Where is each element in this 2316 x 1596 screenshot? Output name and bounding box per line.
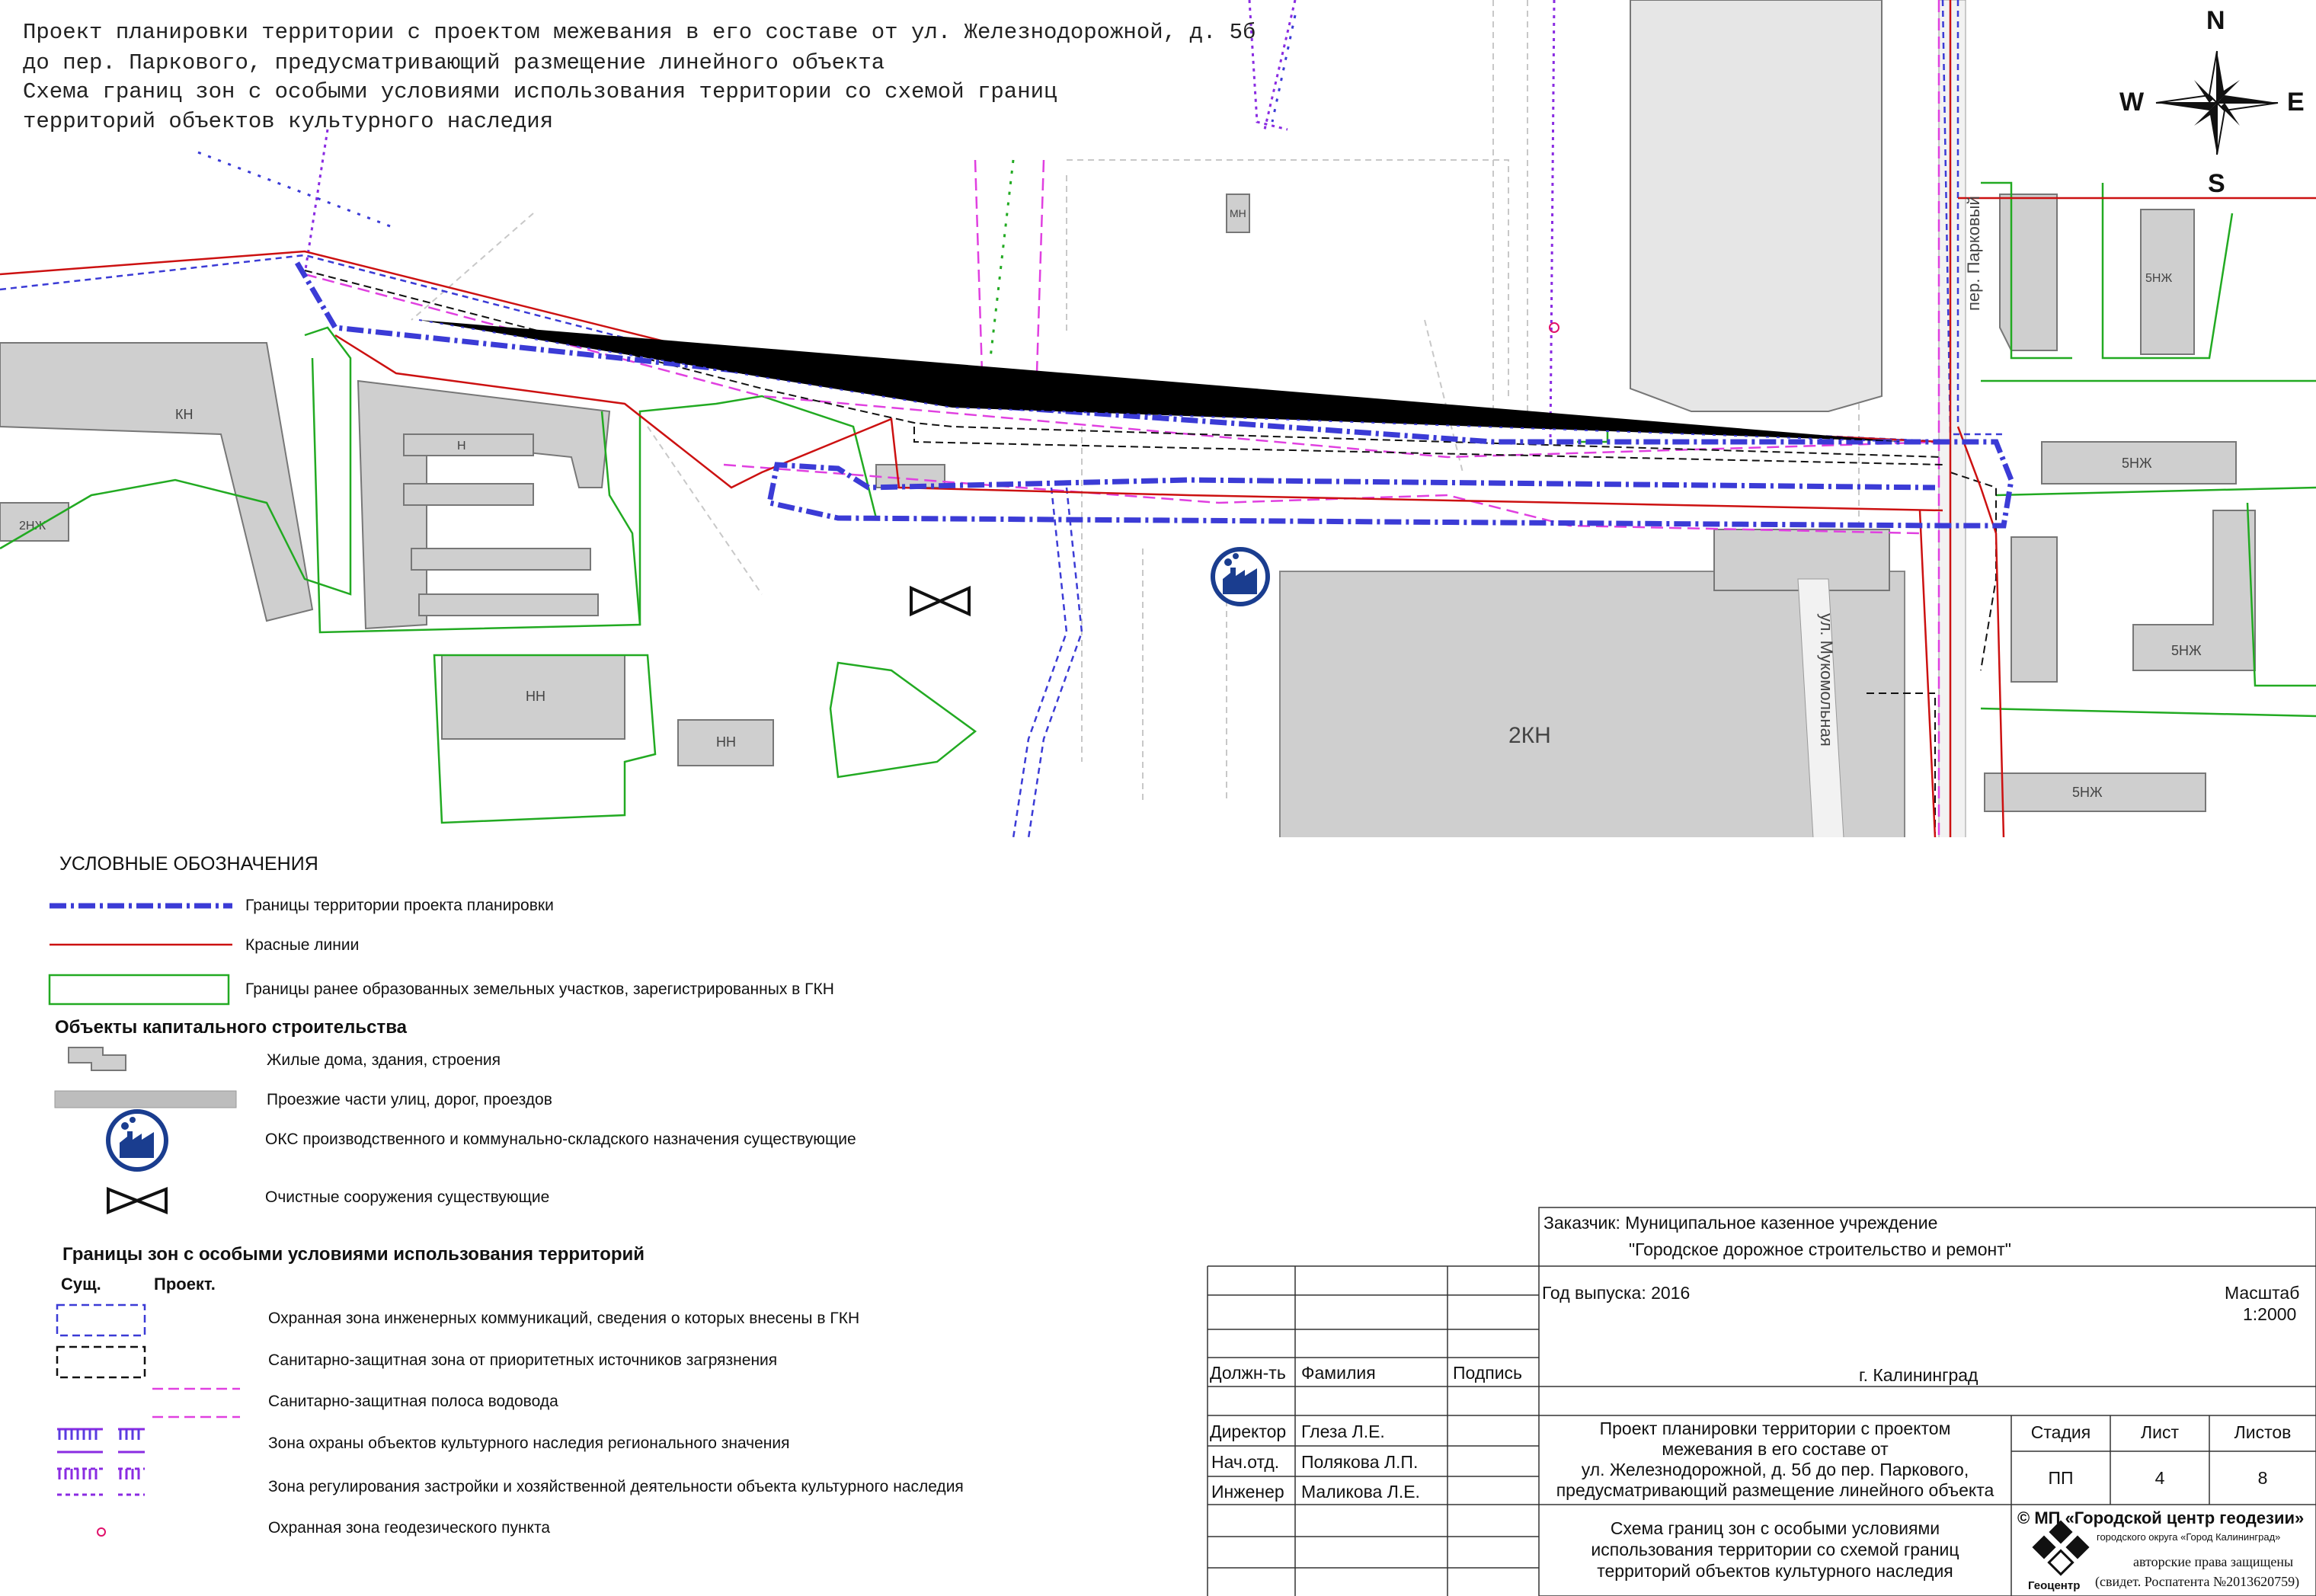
building-right-6-label: 5НЖ [2072,785,2103,800]
building-nn-2-label: НН [716,734,736,750]
title-line-4: территорий объектов культурного наследия [23,109,554,134]
street-parkovy-label: пер. Парковый [1964,196,1983,311]
legend-zones-title: Границы зон с особыми условиями использования территорий [62,1244,645,1265]
tb-copyright-1: авторские права защищены [2133,1554,2294,1569]
tb-staff-position-3: Инженер [1211,1482,1284,1502]
tb-customer-line1: Заказчик: Муниципальное казенное учреждение [1543,1213,1938,1233]
tb-staff-name-1: Глеза Л.Е. [1301,1422,1385,1441]
tb-logo-text: Геоцентр [2028,1579,2081,1592]
tb-project-name-4: предусматривающий размещение линейного объекта [1556,1480,1995,1500]
title-line-1: Проект планировки территории с проектом межевания в его составе от ул. Железнодорожной, д. 5б [23,20,1256,45]
treatment-plant-icon [911,588,969,614]
building-row-1 [404,434,533,456]
tb-copyright-2: (свидет. Роспатента №2013620759) [2095,1574,2300,1589]
tb-scale-value: 1:2000 [2243,1304,2297,1324]
legend-zone-item-heritage-regulation: Зона регулирования застройки и хозяйственной деятельности объекта культурного наследия [268,1478,964,1495]
building-nn-1-label: НН [526,689,545,704]
building-right-4 [2011,537,2057,682]
tb-stage: ПП [2048,1468,2074,1488]
geocentr-logo [2032,1520,2089,1574]
building-left-label: КН [175,407,194,422]
legend-zone-item-geodetic: Охранная зона геодезического пункта [268,1519,551,1537]
legend-capital-roads: Проезжие части улиц, дорог, проездов [267,1091,552,1108]
legend-zone-engineering [57,1305,145,1335]
building-row-2 [404,484,533,505]
tb-project-name-3: ул. Железнодорожной, д. 5б до пер. Паркового, [1581,1460,1969,1479]
building-right-1 [2000,194,2057,350]
street-mukomolnaya-label: ул. Мукомольная [1817,613,1836,747]
legend-item-boundary: Границы территории проекта планировки [245,897,554,914]
legend-capital-title: Объекты капитального строительства [55,1017,407,1038]
building-top-center [1630,0,1882,411]
building-row-4 [419,594,598,616]
tb-staff-name-2: Полякова Л.П. [1301,1452,1419,1472]
tb-customer-line2: "Городское дорожное строительство и ремонт" [1629,1239,2011,1259]
tb-org-sub: городского округа «Город Калининград» [2097,1531,2281,1543]
legend-col-existing: Сущ. [61,1275,101,1294]
compass-rose [2156,51,2278,155]
legend-zone-geodetic [98,1528,105,1536]
tb-drawing-name-2: использования территории со схемой границ [1591,1540,1959,1559]
tb-year: Год выпуска: 2016 [1542,1283,1691,1303]
legend-zone-heritage-regional [57,1429,145,1452]
building-2nzh-label: 2НЖ [19,520,46,533]
legend-symbol-building [69,1047,126,1070]
legend-zone-item-heritage-regional: Зона охраны объектов культурного наследия регионального значения [268,1434,790,1452]
tb-h-sheet: Лист [2141,1422,2179,1442]
building-right-3-label: 5НЖ [2122,456,2152,471]
legend-item-green: Границы ранее образованных земельных участков, зарегистрированных в ГКН [245,980,834,998]
legend-symbols [50,906,240,1536]
legend-symbol-treatment [108,1189,166,1212]
tb-h-position: Должн-ть [1210,1363,1286,1383]
tb-h-sign: Подпись [1453,1363,1523,1383]
title-line-2: до пер. Паркового, предусматривающий размещение линейного объекта [23,50,885,75]
tb-sheet: 4 [2154,1468,2165,1488]
legend-capital-treatment: Очистные сооружения существующие [265,1188,550,1206]
tb-h-name: Фамилия [1301,1363,1376,1383]
legend-item-red: Красные линии [245,936,360,954]
legend-title: УСЛОВНЫЕ ОБОЗНАЧЕНИЯ [59,853,318,875]
legend-zone-sanitary [57,1347,145,1377]
tb-project-name-1: Проект планировки территории с проектом [1599,1418,1951,1438]
tb-staff-position-2: Нач.отд. [1211,1452,1280,1472]
compass-e: E [2287,88,2305,117]
building-right-5-label: 5НЖ [2171,643,2202,658]
title-line-3: Схема границ зон с особыми условиями использования территории со схемой границ [23,79,1057,104]
legend-col-project: Проект. [154,1275,216,1294]
industrial-icon [1213,549,1268,604]
tb-h-sheets: Листов [2234,1422,2292,1442]
building-left-l [0,343,312,621]
tb-project-name-2: межевания в его составе от [1662,1439,1889,1459]
tb-sheets: 8 [2257,1468,2268,1488]
tb-h-stage: Стадия [2030,1422,2091,1442]
legend-zone-item-water: Санитарно-защитная полоса водовода [268,1393,558,1410]
legend-capital-industrial: ОКС производственного и коммунально-складского назначения существующие [265,1131,856,1148]
legend-symbol-road [55,1091,236,1108]
compass-n: N [2206,6,2225,35]
tb-drawing-name-3: территорий объектов культурного наследия [1597,1561,1953,1581]
compass-s: S [2208,169,2225,198]
legend-symbol-green [50,975,229,1004]
legend-capital-buildings: Жилые дома, здания, строения [267,1051,501,1069]
tb-org-name: © МП «Городской центр геодезии» [2017,1508,2305,1527]
building-row-label: Н [457,440,466,453]
compass-w: W [2119,88,2145,117]
legend-zone-item-sanitary: Санитарно-защитная зона от приоритетных источников загрязнения [268,1351,778,1369]
building-row-3 [411,549,590,570]
tb-scale-label: Масштаб [2225,1283,2300,1303]
legend-symbol-industrial [108,1111,166,1169]
tb-staff-name-3: Маликова Л.Е. [1301,1482,1420,1502]
building-2kn-label: 2КН [1508,723,1551,748]
legend-zone-item-engineering: Охранная зона инженерных коммуникаций, сведения о которых внесены в ГКН [268,1310,860,1327]
building-mn-label: МН [1230,207,1246,219]
building-right-2-label: 5НЖ [2145,272,2173,285]
legend-zone-heritage-regulation [57,1469,145,1495]
tb-drawing-name-1: Схема границ зон с особыми условиями [1610,1518,1940,1538]
legend-zone-water [152,1389,240,1417]
tb-city: г. Калининград [1859,1365,1979,1385]
tb-staff-position-1: Директор [1210,1422,1287,1441]
road-parkovy [1939,0,1966,838]
